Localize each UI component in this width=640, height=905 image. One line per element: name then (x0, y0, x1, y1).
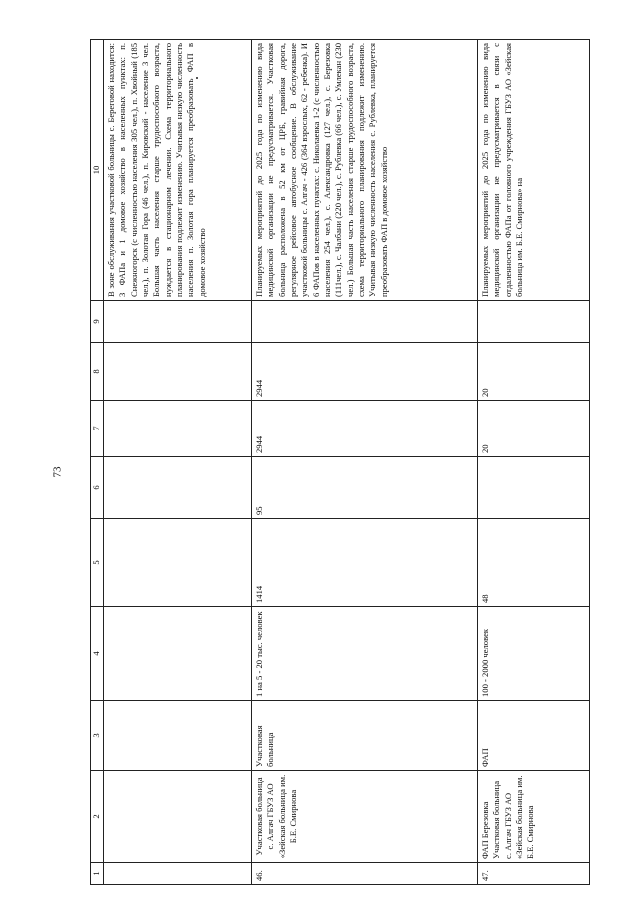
row-47-name: ФАП Березовка Участковая больница с. Алгач ГБУЗ АО «Зейская больница им. Б.Е. Смирнова (478, 771, 590, 863)
col-number-8: 8 (91, 343, 104, 401)
col-number-7: 7 (91, 401, 104, 457)
row-47-col5: 48 (478, 519, 590, 607)
col-number-2: 2 (91, 771, 104, 863)
col-number-5: 5 (91, 519, 104, 607)
col-number-1: 1 (91, 863, 104, 885)
table-row-46 (252, 40, 478, 885)
col-number-3: 3 (91, 701, 104, 771)
col-number-9: 9 (91, 301, 104, 343)
row-46-name: Участковая больница с. Алгач ГБУЗ АО «Зейская больница им. Б.Е. Смирнова (252, 771, 478, 863)
row-continued-note: В зоне обслуживания участковой больницы с. Береговой находится: 3 ФАПа и 1 домовое хозяйство в населенных пунктах: п. Снежногорск (с численностью населения 305 чел.), п. Хвойный (185 чел.), п. Золотая Гора (46 чел.), п. Кировский - население 3 чел. Большая часть населения старше трудоспособного возраста, нуждается в стационарном лечении. Схема территориального планирования подлежит изменению. Учитывая низкую численность населения п. Золотая гора планируется преобразовать ФАП в домовое хозяйство (104, 40, 252, 301)
rotated-table-wrapper (90, 40, 590, 885)
row-47-col6 (478, 457, 590, 519)
page-number: 73 (51, 466, 64, 478)
row-47-note: Планируемых мероприятий до 2025 года по изменению вида медицинской организации не предусматривается в связи с отдаленностью ФАПа от головного учреждения ГБУЗ АО «Зейская больница им. Б.Е. Смирнова» на (478, 40, 590, 301)
row-continued-type (104, 701, 252, 771)
row-continued-population (104, 607, 252, 701)
row-47-col8: 20 (478, 343, 590, 401)
row-continued-num (104, 863, 252, 885)
row-46-population-group: 1 на 5 - 20 тыс. человек (252, 607, 478, 701)
row-46-number: 46. (252, 863, 478, 885)
row-46-col5: 1414 (252, 519, 478, 607)
row-continued-c8 (104, 343, 252, 401)
table-row-47 (478, 40, 590, 885)
row-continued-c9 (104, 301, 252, 343)
row-continued-c7 (104, 401, 252, 457)
row-continued-name (104, 771, 252, 863)
col-number-6: 6 (91, 457, 104, 519)
row-46-note: Планируемых мероприятий до 2025 года по изменению вида медицинской организации не предусматривается. Участковая больница расположена в 52 км от ЦРБ, гравийная дорога, регулярное рейсовое автобусное сообщение. В обслуживание участковой больницы с. Алгач - 426 (364 взрослых, 62 - ребенка). И 6 ФАПов в населенных пунктах: с. Николаевка 1-2 (с численностью населения 254 чел.), с. Александровка (127 чел.), с. Березовка (111чел.), с. Чалбани (220 чел.), с. Рублевка (66 чел.), с. Умлекан (230 чел.) Большая часть населения старше трудоспособного возраста, схема территориального планирования подлежит изменению. Учитывая низкую численность населения с. Рублевка, планируется преобразовать ФАП в домовое хозяйство (252, 40, 478, 301)
row-continued-c6 (104, 457, 252, 519)
row-46-col6: 95 (252, 457, 478, 519)
row-47-type: ФАП (478, 701, 590, 771)
table-row-continued (104, 40, 252, 885)
col-number-10: 10 (91, 40, 104, 301)
row-46-col8: 2944 (252, 343, 478, 401)
row-46-col7: 2944 (252, 401, 478, 457)
column-number-row (91, 40, 104, 885)
row-46-type: Участковая больница (252, 701, 478, 771)
row-47-population-group: 100 - 2000 человек (478, 607, 590, 701)
row-47-col7: 20 (478, 401, 590, 457)
row-continued-c5 (104, 519, 252, 607)
row-47-col9 (478, 301, 590, 343)
facility-table (90, 39, 590, 885)
row-47-number: 47. (478, 863, 590, 885)
col-number-4: 4 (91, 607, 104, 701)
row-46-col9 (252, 301, 478, 343)
